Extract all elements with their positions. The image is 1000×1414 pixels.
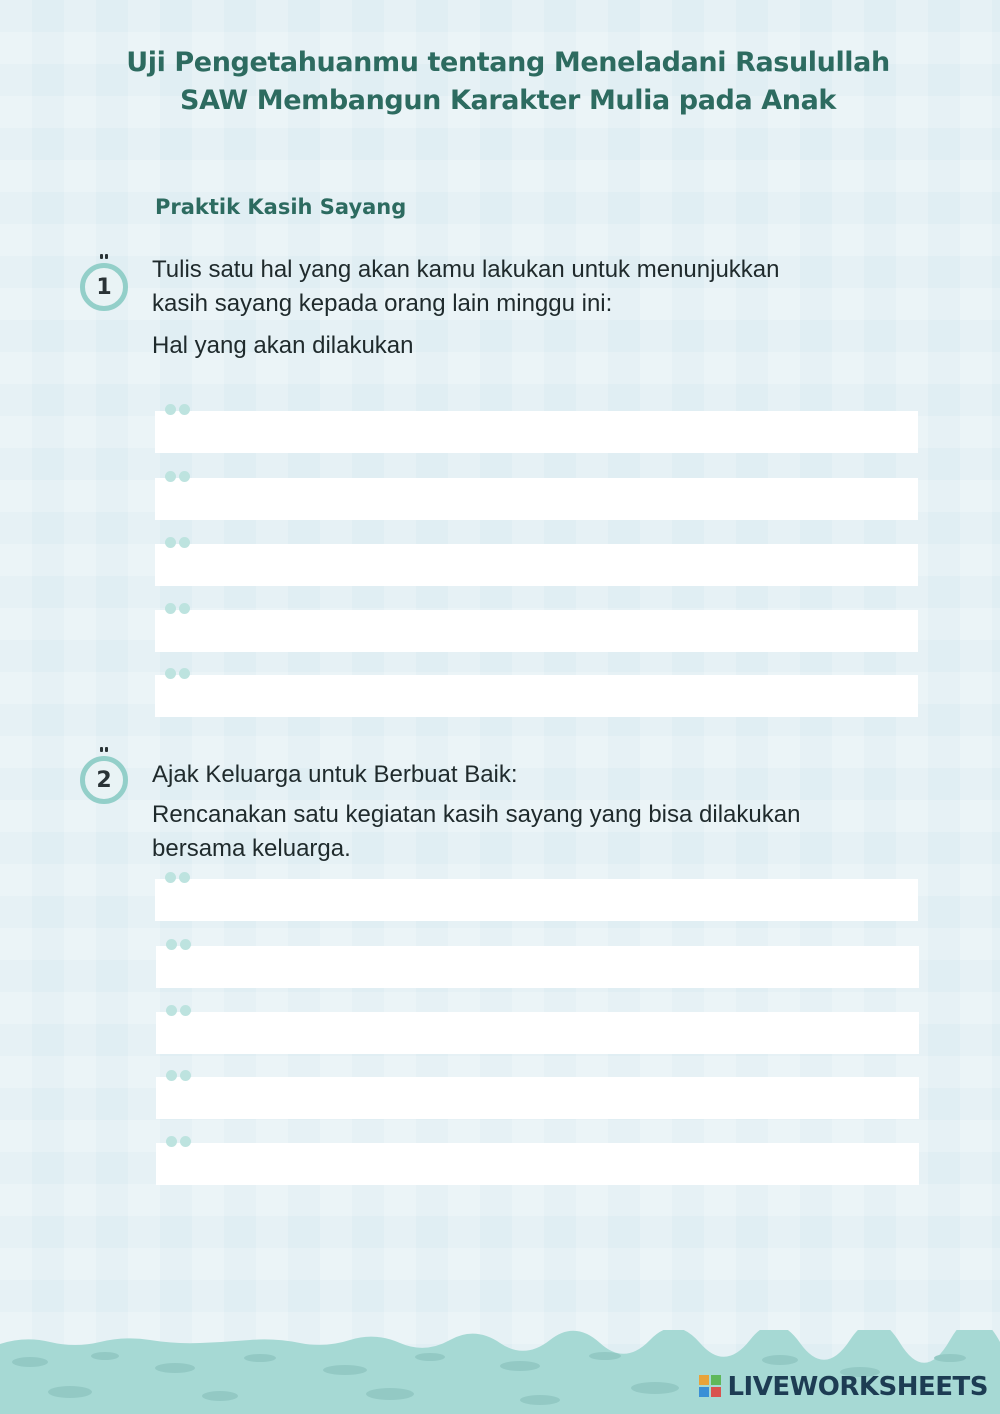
- question-2-prompt: [152, 798, 922, 866]
- dots-icon: [166, 939, 192, 951]
- question-2-heading: Ajak Keluarga untuk Berbuat Baik:: [152, 761, 518, 788]
- question-1-prompt-line-1: Tulis satu hal yang akan kamu lakukan untuk menunjukkan: [152, 256, 780, 283]
- page-title-line-1: Uji Pengetahuanmu tentang Meneladani Rasulullah: [126, 47, 890, 78]
- question-1-prompt-line-2: kasih sayang kepada orang lain minggu ini:: [152, 290, 613, 317]
- liveworksheets-mark-icon: [699, 1375, 723, 1399]
- question-1-answer-field-2[interactable]: [155, 478, 918, 520]
- question-2-answer-field-4[interactable]: [156, 1077, 919, 1119]
- question-1-answer-field-4[interactable]: [155, 610, 918, 652]
- question-1-prompt: [152, 253, 922, 321]
- dots-icon: [165, 537, 191, 549]
- badge-knob-icon: [100, 747, 108, 753]
- dots-icon: [166, 1005, 192, 1017]
- page-title: [100, 44, 916, 120]
- liveworksheets-brand-text: LIVEWORKSHEETS: [727, 1372, 988, 1402]
- question-2-answer-field-5[interactable]: [156, 1143, 919, 1185]
- question-2-number: 2: [96, 767, 112, 793]
- dots-icon: [165, 404, 191, 416]
- question-1-answer-field-1[interactable]: [155, 411, 918, 453]
- question-1-number: 1: [96, 274, 112, 300]
- question-2-answer-field-3[interactable]: [156, 1012, 919, 1054]
- question-1-answer-field-5[interactable]: [155, 675, 918, 717]
- badge-knob-icon: [100, 254, 108, 260]
- dots-icon: [165, 668, 191, 680]
- dots-icon: [166, 1136, 192, 1148]
- dots-icon: [165, 471, 191, 483]
- question-2-answer-field-2[interactable]: [156, 946, 919, 988]
- liveworksheets-logo: [699, 1372, 988, 1402]
- question-1-answer-field-3[interactable]: [155, 544, 918, 586]
- question-1-subprompt: Hal yang akan dilakukan: [152, 332, 414, 359]
- dots-icon: [165, 603, 191, 615]
- question-2-number-badge: [80, 756, 128, 804]
- dots-icon: [166, 1070, 192, 1082]
- question-2-prompt-line-2: bersama keluarga.: [152, 835, 351, 862]
- question-2-prompt-line-1: Rencanakan satu kegiatan kasih sayang yang bisa dilakukan: [152, 801, 801, 828]
- page-title-line-2: SAW Membangun Karakter Mulia pada Anak: [180, 85, 836, 116]
- question-2-answer-field-1[interactable]: [155, 879, 918, 921]
- dots-icon: [165, 872, 191, 884]
- section-title: Praktik Kasih Sayang: [155, 195, 407, 219]
- question-1-number-badge: [80, 263, 128, 311]
